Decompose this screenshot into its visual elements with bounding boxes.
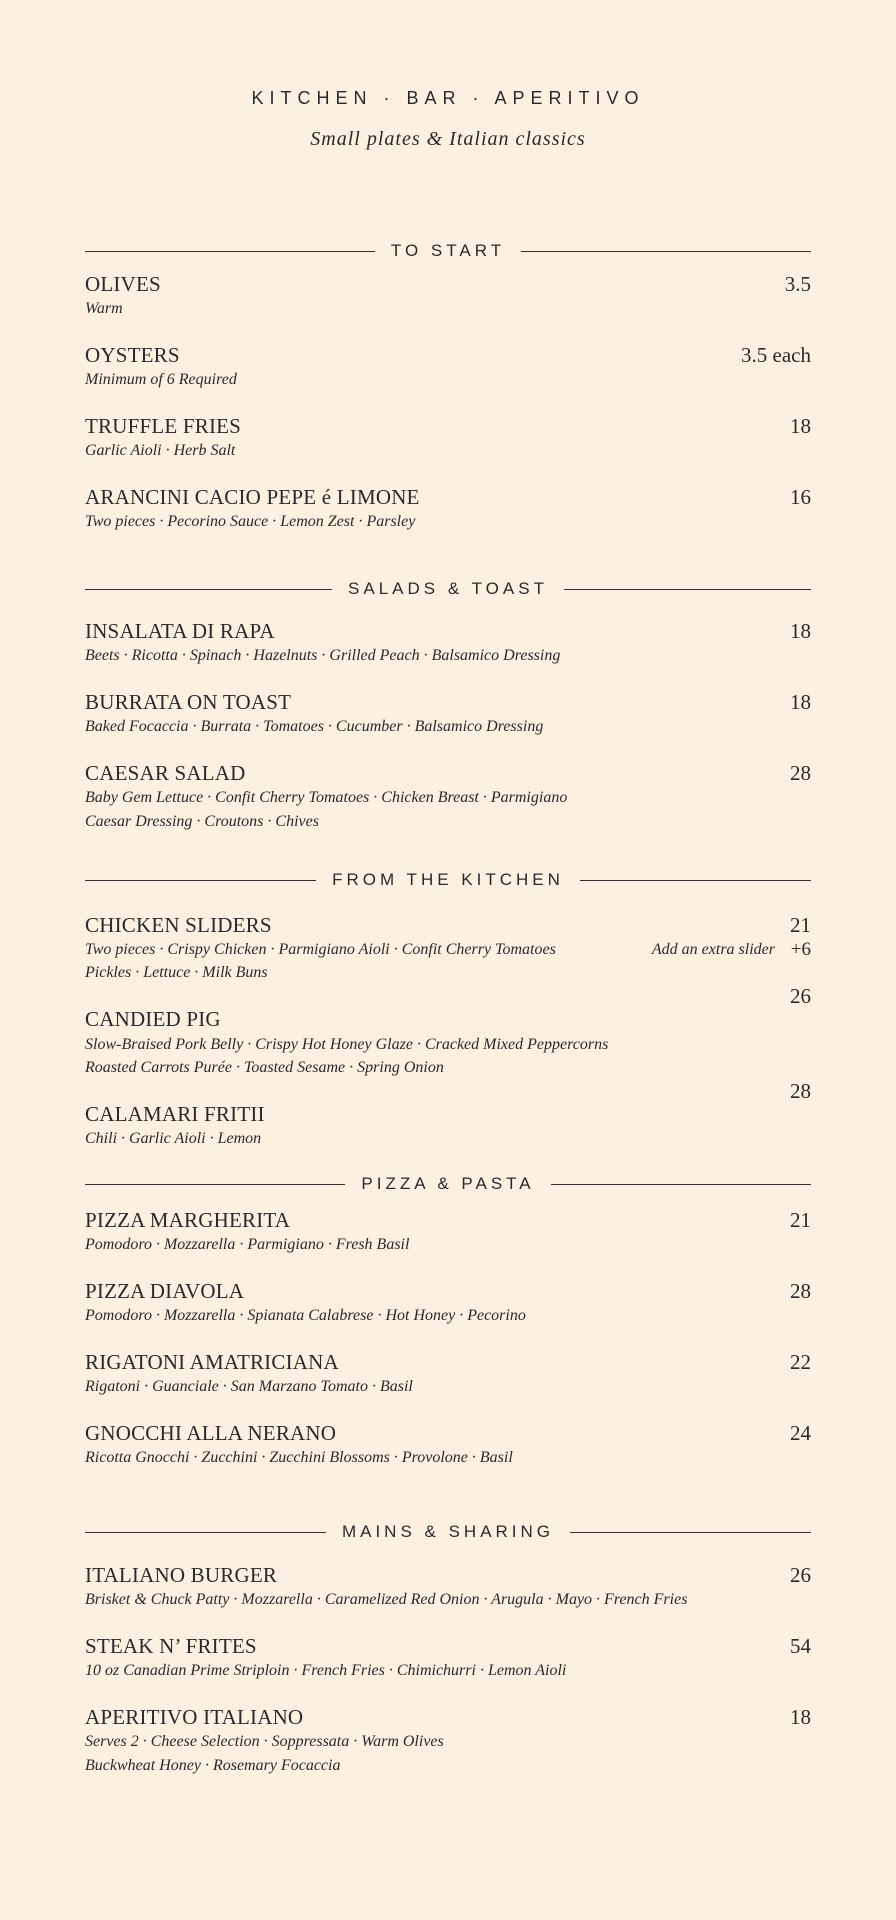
section-header-from-the-kitchen	[85, 868, 811, 892]
divider-line	[85, 880, 316, 881]
menu-item-name: PIZZA MARGHERITA	[85, 1208, 291, 1232]
menu-item-description: Minimum of 6 Required	[85, 371, 237, 388]
menu-item-price: 54	[790, 1634, 811, 1658]
menu-item-description: Serves 2 · Cheese Selection · Soppressata · Warm Olives	[85, 1733, 444, 1750]
menu-item-name: CAESAR SALAD	[85, 761, 246, 785]
menu-item-description: Warm	[85, 300, 123, 317]
menu-item-name: ITALIANO BURGER	[85, 1563, 278, 1587]
menu-item-description: Chili · Garlic Aioli · Lemon	[85, 1130, 262, 1147]
menu-item-price: 28	[790, 761, 811, 785]
extra-slider-label: Add an extra slider	[651, 941, 775, 958]
divider-line	[570, 1532, 811, 1533]
menu-item-price: 16	[790, 485, 811, 509]
menu-item-price: 21	[790, 913, 811, 937]
menu-item-price: 24	[790, 1421, 811, 1445]
menu-item-price: 26	[790, 984, 811, 1008]
menu-item-description: Two pieces · Crispy Chicken · Parmigiano Aioli · Confit Cherry Tomatoes	[85, 941, 556, 958]
menu-item-description: 10 oz Canadian Prime Striploin · French Fries · Chimichurri · Lemon Aioli	[85, 1662, 567, 1679]
restaurant-tagline: KITCHEN · BAR · APERITIVO	[251, 88, 645, 108]
divider-line	[85, 1532, 326, 1533]
menu-item-description: Beets · Ricotta · Spinach · Hazelnuts · Grilled Peach · Balsamico Dressing	[85, 647, 561, 664]
menu-item-description: Two pieces · Pecorino Sauce · Lemon Zest · Parsley	[85, 513, 416, 530]
menu-item-name: CANDIED PIG	[85, 1007, 221, 1031]
menu-item-name: GNOCCHI ALLA NERANO	[85, 1421, 337, 1445]
menu-item-name: RIGATONI AMATRICIANA	[85, 1350, 339, 1374]
divider-line	[85, 1184, 345, 1185]
menu-item-description: Baby Gem Lettuce · Confit Cherry Tomatoes · Chicken Breast · Parmigiano	[85, 789, 568, 806]
menu-item-price: 22	[790, 1350, 811, 1374]
menu-item-price: 18	[790, 1705, 811, 1729]
menu-item-description-line2: Buckwheat Honey · Rosemary Focaccia	[85, 1757, 341, 1774]
menu-item-description-line2: Pickles · Lettuce · Milk Buns	[85, 964, 268, 981]
section-title: SALADS & TOAST	[348, 579, 548, 598]
menu-item-price: 28	[790, 1079, 811, 1103]
menu-item-description: Slow-Braised Pork Belly · Crispy Hot Honey Glaze · Cracked Mixed Peppercorns	[85, 1036, 609, 1053]
extra-slider-price: +6	[790, 939, 811, 960]
section-title: FROM THE KITCHEN	[332, 870, 564, 889]
menu-item-description: Brisket & Chuck Patty · Mozzarella · Caramelized Red Onion · Arugula · Mayo · French Fries	[85, 1591, 688, 1608]
menu-item-description-line2: Roasted Carrots Purée · Toasted Sesame · Spring Onion	[85, 1059, 444, 1076]
divider-line	[551, 1184, 811, 1185]
menu-item-price: 28	[790, 1279, 811, 1303]
section-header-pizza-pasta	[85, 1172, 811, 1196]
menu-item-name: PIZZA DIAVOLA	[85, 1279, 245, 1303]
section-header-salads-toast	[85, 577, 811, 601]
menu-item-name: OYSTERS	[85, 343, 180, 367]
menu-item-name: OLIVES	[85, 272, 161, 296]
menu-item-description: Pomodoro · Mozzarella · Parmigiano · Fresh Basil	[85, 1236, 410, 1253]
divider-line	[564, 589, 811, 590]
section-header-mains-sharing	[85, 1520, 811, 1544]
section-title: PIZZA & PASTA	[361, 1174, 535, 1193]
menu-item-name: TRUFFLE FRIES	[85, 414, 242, 438]
menu-item-description: Garlic Aioli · Herb Salt	[85, 442, 236, 459]
menu-item-price: 26	[790, 1563, 811, 1587]
menu-item-price: 18	[790, 619, 811, 643]
menu-item-name: ARANCINI CACIO PEPE é LIMONE	[85, 485, 420, 509]
section-header-to-start	[85, 239, 811, 263]
menu-item-name: CHICKEN SLIDERS	[85, 913, 272, 937]
divider-line	[85, 589, 332, 590]
menu-item-description: Ricotta Gnocchi · Zucchini · Zucchini Blossoms · Provolone · Basil	[85, 1449, 513, 1466]
menu-item-name: BURRATA ON TOAST	[85, 690, 292, 714]
menu-item-price: 3.5 each	[741, 343, 811, 367]
divider-line	[580, 880, 811, 881]
menu-subtitle: Small plates & Italian classics	[310, 128, 586, 150]
divider-line	[85, 251, 375, 252]
menu-item-price: 18	[790, 690, 811, 714]
menu-item-description-line2: Caesar Dressing · Croutons · Chives	[85, 813, 319, 830]
menu-item-price: 21	[790, 1208, 811, 1232]
section-title: TO START	[390, 241, 506, 260]
divider-line	[521, 251, 811, 252]
menu-item-description: Rigatoni · Guanciale · San Marzano Tomato · Basil	[85, 1378, 413, 1395]
menu-item-description: Pomodoro · Mozzarella · Spianata Calabrese · Hot Honey · Pecorino	[85, 1307, 526, 1324]
menu-item-description: Baked Focaccia · Burrata · Tomatoes · Cucumber · Balsamico Dressing	[85, 718, 544, 735]
menu-item-name: CALAMARI FRITII	[85, 1102, 265, 1126]
menu-item-name: STEAK N’ FRITES	[85, 1634, 257, 1658]
menu-item-name: INSALATA DI RAPA	[85, 619, 275, 643]
menu-item-price: 18	[790, 414, 811, 438]
section-title: MAINS & SHARING	[341, 1522, 555, 1541]
menu-item-name: APERITIVO ITALIANO	[85, 1705, 304, 1729]
menu-item-price: 3.5	[784, 272, 811, 296]
